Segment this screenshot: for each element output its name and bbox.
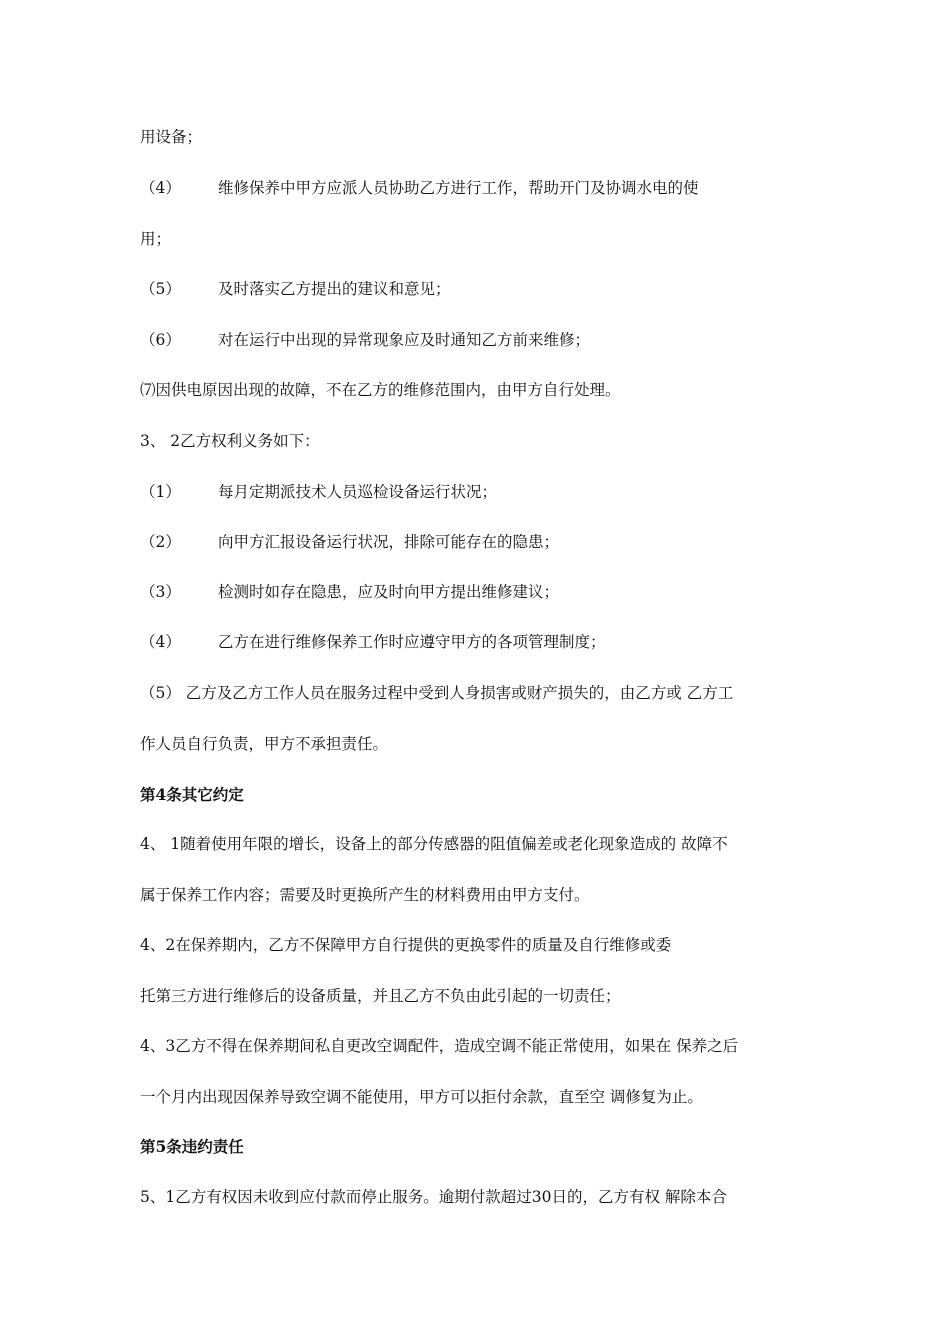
list-number: （4） <box>140 633 181 651</box>
paragraph-line <box>140 1087 703 1107</box>
list-text: 及时落实乙方提出的建议和意见； <box>218 280 451 298</box>
list-item <box>140 632 606 652</box>
paragraph-line <box>140 1187 727 1207</box>
list-item <box>140 178 699 198</box>
list-item <box>140 532 559 552</box>
section-subheading <box>140 431 320 451</box>
list-text: 检测时如存在隐患，应及时向甲方提出维修建议； <box>218 583 560 601</box>
line-text: 用； <box>140 230 172 248</box>
line-text: 4、3乙方不得在保养期间私自更改空调配件，造成空调不能正常使用，如果在 保养之后 <box>140 1037 739 1055</box>
section-heading <box>140 1137 244 1157</box>
list-text: 向甲方汇报设备运行状况，排除可能存在的隐患； <box>218 533 560 551</box>
list-text: 乙方在进行维修保养工作时应遵守甲方的各项管理制度； <box>218 633 606 651</box>
paragraph-line <box>140 734 388 754</box>
paragraph-line <box>140 1036 738 1056</box>
paragraph-line <box>140 834 728 854</box>
list-number: （1） <box>140 483 181 501</box>
line-text: 一个月内出现因保养导致空调不能使用，甲方可以拒付余款，直至空 调修复为止。 <box>140 1088 703 1106</box>
list-number: （3） <box>140 583 181 601</box>
line-text: 作人员自行负责，甲方不承担责任。 <box>140 735 389 753</box>
paragraph-line <box>140 683 733 703</box>
list-text: 对在运行中出现的异常现象应及时通知乙方前来维修； <box>218 331 591 349</box>
list-text: 维修保养中甲方应派人员协助乙方进行工作，帮助开门及协调水电的使 <box>218 179 699 197</box>
heading-text: 第5条违约责任 <box>140 1137 244 1156</box>
list-number: （5） <box>140 280 181 298</box>
list-item <box>140 330 590 350</box>
paragraph-line <box>140 885 590 905</box>
list-number: （6） <box>140 331 181 349</box>
paragraph-line <box>140 229 171 249</box>
heading-text: 第4条其它约定 <box>140 785 244 804</box>
paragraph-line <box>140 127 202 147</box>
line-text: 托第三方进行维修后的设备质量，并且乙方不负由此引起的一切责任； <box>140 987 621 1005</box>
line-text: 5、1乙方有权因未收到应付款而停止服务。逾期付款超过30日的，乙方有权 解除本合 <box>140 1188 727 1206</box>
line-text: 用设备； <box>140 128 203 146</box>
list-number: （4） <box>140 179 181 197</box>
line-text: 4、2在保养期内，乙方不保障甲方自行提供的更换零件的质量及自行维修或委 <box>140 936 672 954</box>
paragraph-line <box>140 380 621 400</box>
line-text: （5） 乙方及乙方工作人员在服务过程中受到人身损害或财产损失的，由乙方或 乙方工 <box>140 684 734 702</box>
line-text: ⑺因供电原因出现的故障，不在乙方的维修范围内，由甲方自行处理。 <box>140 381 621 399</box>
list-text: 每月定期派技术人员巡检设备运行状况； <box>218 483 498 501</box>
section-heading <box>140 785 244 805</box>
list-item <box>140 482 497 502</box>
line-text: 3、 2乙方权利义务如下： <box>140 432 320 450</box>
list-item <box>140 582 559 602</box>
paragraph-line <box>140 935 671 955</box>
list-item <box>140 279 451 299</box>
list-number: （2） <box>140 533 181 551</box>
line-text: 4、 1随着使用年限的增长，设备上的部分传感器的阻值偏差或老化现象造成的 故障不 <box>140 835 728 853</box>
line-text: 属于保养工作内容；需要及时更换所产生的材料费用由甲方支付。 <box>140 886 590 904</box>
paragraph-line <box>140 986 621 1006</box>
